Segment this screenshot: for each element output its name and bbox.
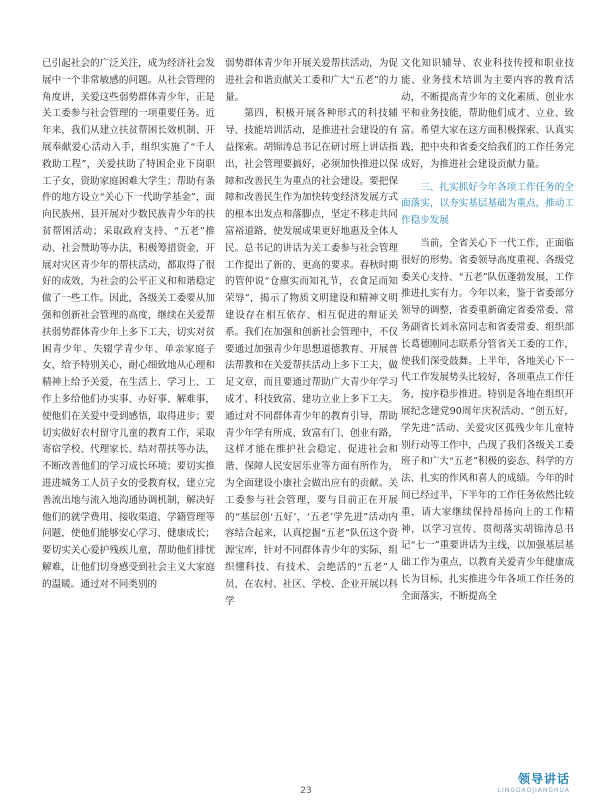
paragraph: 文化知识辅导、农业科技传授和职业技能、业务技术培训为主要内容的教育活动，不断提高青少年的文化素质、创业水平和业务技能，帮助他们成才、立业、致富。希望大家在这方面积极探索、认真实践，把中央和省委交给我们的工作任务完成好，为推进社会建设贡献力量。 bbox=[401, 58, 574, 170]
paragraph: 已引起社会的广泛关注，成为经济社会发展中一个非常敏感的问题。从社会管理的角度讲，关爱这些弱势群体青少年，正是关工委参与社会管理的一项重要任务。近年来，我们从建立扶贫帮困长效机制、开展奉献爱心活动入手，组织实施了“千人救助工程”，关爱扶助了特困企业下岗职工子女，资助家庭困难大学生；帮助有条件的地方设立“关心下一代助学基金”，面向民族州、县开展对少数民族青少年的扶贫帮困活动；采取政府支持、“五老”推动、社会赞助等办法，积极筹措资金，开展对灾区青少年的帮扶活动，都取得了很好的成效，为社会的公平正义和和谐稳定做了一些工作。因此，各级关工委要从加强和创新社会管理的高度，继续在关爱帮扶弱势群体青少年上多下工夫，切实对贫困青少年、失辍学青少年、单亲家庭子女，给予特别关心，耐心细致地从心理和精神上给予关爱，在生活上、学习上、工作上多给他们办实事、办好事、解难事，使他们在关爱中受到感悟，取得进步；要切实做好农村留守儿童的教育工作，采取寄宿学校、代理家长、结对帮扶等办法，不断改善他们的学习成长环境；要切实推进进城务工人员子女的受教育权，建立完善流出地与流入地沟通协调机制，解决好他们的就学费用、接收渠道、学籍管理等问题，使他们能够安心学习、健康成长；要切实关心爱护残疾儿童，帮助他们排忧解难，让他们切身感受到社会主义大家庭的温暖。通过对不同类别的 bbox=[42, 58, 215, 590]
paragraph: 第四，积极开展各种形式的科技辅导、技能培训活动，是推进社会建设的有益探索。胡锦涛总书记在研讨班上讲话指出，社会管理要搞好，必须加快推进以保障和改善民生为重点的社会建设。要把保障和改善民生作为加快转变经济发展方式的根本出发点和落脚点，坚定不移走共同富裕道路，使发展成果更好地惠及全体人民。总书记的讲话为关工委参与社会管理工作提出了新的、更高的要求。春秋时期的管仲说“仓廪实而知礼节，衣食足而知荣辱”，揭示了物质文明建设和精神文明建设存在相互依存、相互促进的辩证关系。我们在加强和创新社会管理中，不仅要通过加强青少年思想道德教育、开展普法帮教和在关爱帮扶活动上多下工夫，做足文章，而且要通过帮助广大青少年学习成才、科技致富、建功立业上多下工夫。通过对不同群体青少年的教育引导，帮助青少年学有所成、致富有门、创业有路，这样才能在维护社会稳定、促进社会和谐、保障人民安居乐业等方面有所作为，为全面建设小康社会做出应有的贡献。关工委参与社会管理，要与目前正在开展的“基层创‘五好’，‘五老’学先进”活动内容结合起来，认真挖掘“五老”队伍这个资源宝库，针对不同群体青少年的实际，组织懂科技、有技术、会绝活的“五老”人员，在农村、社区、学校、企业开展以科学 bbox=[225, 108, 398, 607]
brand-title: 领导讲话 bbox=[517, 772, 570, 786]
paragraph: 当前，全省关心下一代工作，正面临很好的形势。省委领导高度重视、各级党委关心支持、“五老”队伍蓬勃发展，工作推进扎实有力。今年以来，鉴于省委部分领导的调整，省委重新确定省委常委、常务副省长刘永富同志和省委常委、组织部长葛德刚同志联系分管省关工委的工作，使我们深受鼓舞。上半年，各地关心下一代工作发展势头比较好，各项重点工作任务，按序稳步推进。特别是各地在组织开展纪念建党90周年庆祝活动、“创五好，学先进”活动、关爱灾区孤残少年儿童特别行动等工作中，凸现了我们各级关工委班子和广大“五老”积极的姿态、科学的方法、扎实的作风和喜人的成绩。今年的时间已经过半，下半年的工作任务依然比较重，请大家继续保持昂扬向上的工作精神，以学习宣传、贯彻落实胡锦涛总书记“七一”重要讲话为主线，以加强基层基础工作为重点，以教育关爱青少年健康成长为目标，扎实推进今年各项工作任务的全面落实，不断提高全 bbox=[401, 237, 574, 602]
text-column-3 bbox=[401, 56, 574, 606]
text-column-1 bbox=[42, 56, 215, 594]
section-heading: 三、扎实抓好今年各项工作任务的全面落实，以夯实基层基础为重点，推动工作稳步发展 bbox=[401, 181, 574, 227]
paragraph: 弱势群体青少年开展关爱帮扶活动，为促进社会和谐贡献关工委和广大“五老”的力量。 bbox=[225, 58, 398, 103]
magazine-column-brand bbox=[498, 770, 570, 794]
text-column-2 bbox=[225, 56, 398, 610]
page-number: 23 bbox=[300, 786, 312, 796]
brand-subtitle: LINGDAOJIANGHUA bbox=[497, 787, 570, 794]
